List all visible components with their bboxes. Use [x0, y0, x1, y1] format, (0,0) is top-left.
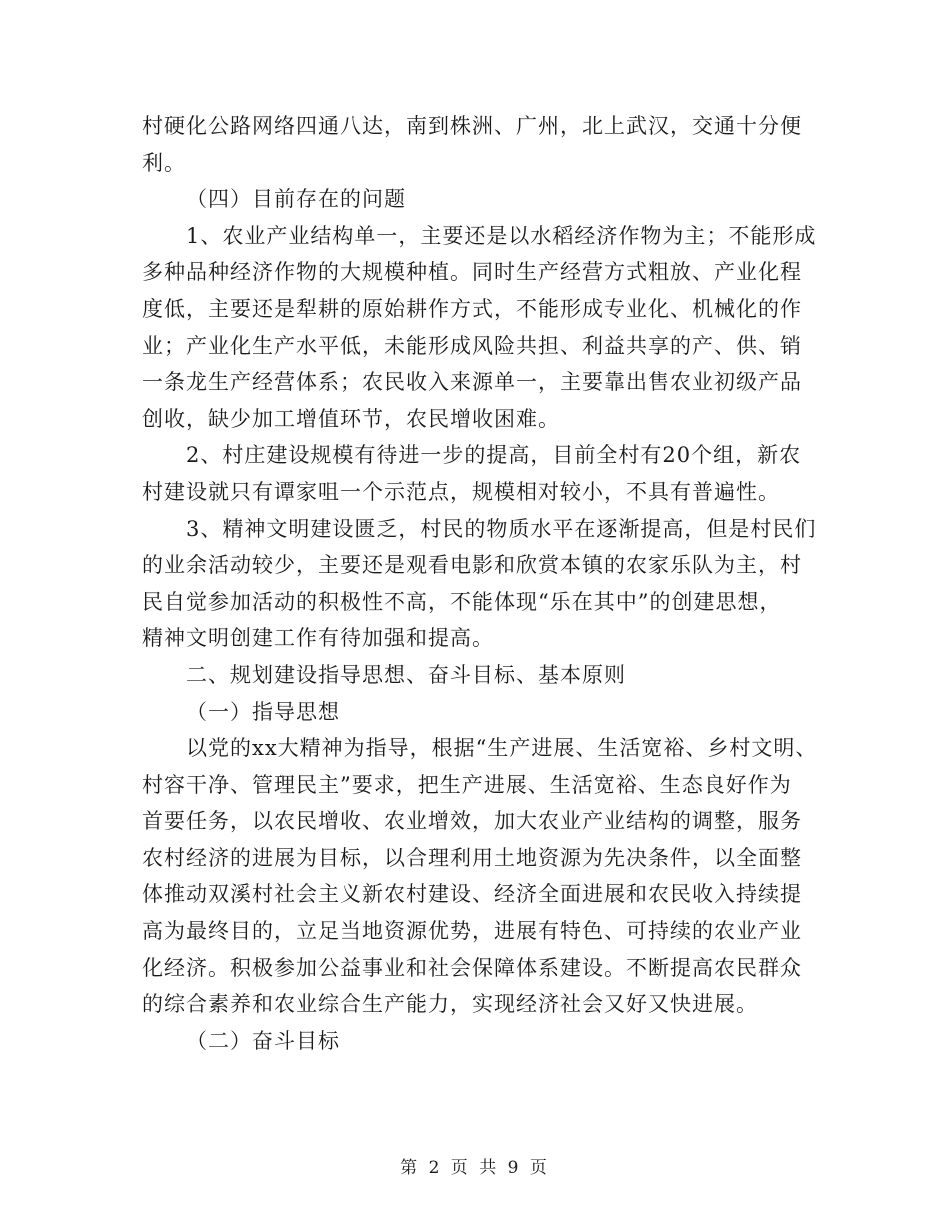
- text-line: 村硬化公路网络四通八达，南到株洲、广州，北上武汉，交通十分便: [142, 114, 802, 138]
- text-line: 化经济。积极参加公益事业和社会保障体系建设。不断提高农民群众: [142, 955, 802, 980]
- text-line: 多种品种经济作物的大规模种植。同时生产经营方式粗放、产业化程: [142, 260, 802, 285]
- text-line: 精神文明创建工作有待加强和提高。: [142, 626, 494, 651]
- text-line: 3、精神文明建设匮乏，村民的物质水平在逐渐提高，但是村民们: [186, 516, 817, 541]
- text-line: 1、农业产业结构单一，主要还是以水稻经济作物为主；不能形成: [186, 223, 817, 248]
- text-line: 业；产业化生产水平低，未能形成风险共担、利益共享的产、供、销: [142, 333, 802, 358]
- text-line: （四）目前存在的问题: [186, 187, 406, 212]
- text-line: （二）奋斗目标: [186, 1028, 340, 1053]
- text-line: 村容干净、管理民主”要求，把生产进展、生活宽裕、生态良好作为: [142, 772, 792, 797]
- text-line: 度低，主要还是犁耕的原始耕作方式，不能形成专业化、机械化的作: [142, 296, 802, 321]
- page-number-footer: 第 2 页 共 9 页: [400, 1158, 550, 1178]
- text-line: 二、规划建设指导思想、奋斗目标、基本原则: [186, 662, 626, 687]
- text-line: 民自觉参加活动的积极性不高，不能体现“乐在其中”的创建思想，: [142, 589, 782, 614]
- text-line: 利。: [142, 150, 186, 175]
- text-line: 高为最终目的，立足当地资源优势，进展有特色、可持续的农业产业: [142, 919, 802, 944]
- text-line: 村建设就只有谭家咀一个示范点，规模相对较小，不具有普遍性。: [142, 479, 780, 504]
- text-line: 2、村庄建设规模有待进一步的提高，目前全村有20个组，新农: [186, 443, 802, 468]
- text-line: 农村经济的进展为目标，以合理利用土地资源为先决条件，以全面整: [142, 845, 802, 870]
- document-body: [142, 108, 822, 1059]
- text-line: 以党的xx大精神为指导，根据“生产进展、生活宽裕、乡村文明、: [186, 736, 818, 761]
- text-line: 创收，缺少加工增值环节，农民增收困难。: [142, 406, 560, 431]
- text-line: 首要任务，以农民增收、农业增效，加大农业产业结构的调整，服务: [142, 809, 802, 834]
- text-line: 的综合素养和农业综合生产能力，实现经济社会又好又快进展。: [142, 992, 758, 1017]
- text-line: （一）指导思想: [186, 699, 340, 724]
- text-line: 的业余活动较少，主要还是观看电影和欣赏本镇的农家乐队为主，村: [142, 553, 802, 578]
- text-line: 体推动双溪村社会主义新农村建设、经济全面进展和农民收入持续提: [142, 882, 802, 907]
- text-line: 一条龙生产经营体系；农民收入来源单一，主要靠出售农业初级产品: [142, 370, 802, 395]
